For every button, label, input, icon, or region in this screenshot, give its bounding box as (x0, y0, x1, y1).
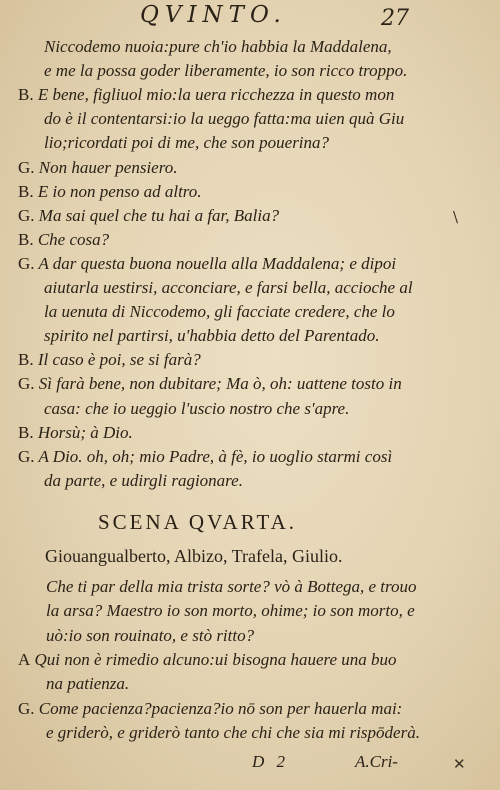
text-line (18, 181, 202, 203)
line-text: E bene, figliuol mio:la uera ricchezza in questo mon (37, 85, 395, 105)
text-line (18, 446, 392, 468)
speaker-label: B. (18, 229, 34, 249)
scene-heading: SCENA QVARTA. (98, 510, 298, 534)
text-line (18, 229, 109, 251)
text-line (18, 649, 397, 671)
line-text: casa: che io ueggio l'uscio nostro che s'apre. (44, 398, 350, 418)
line-text: Che cosa? (37, 229, 110, 249)
line-text: na patienza. (46, 674, 130, 694)
text-line (44, 398, 349, 420)
text-line (18, 373, 402, 395)
line-text: A dar questa buona nouella alla Maddalena; e dipoi (38, 253, 397, 273)
text-line (18, 205, 279, 227)
speaker-label: G. (18, 205, 35, 225)
line-text: do è il contentarsi:io la ueggo fatta:ma uien quà Giu (44, 109, 405, 129)
line-text: E io non penso ad altro. (37, 181, 202, 201)
speaker-label: G. (18, 698, 35, 718)
text-line (44, 325, 379, 347)
line-text: Sì farà bene, non dubitare; Ma ò, oh: uattene tosto in (38, 374, 402, 394)
speaker-label: G. (18, 446, 35, 466)
speaker-label: B. (18, 181, 34, 201)
scene-cast-list: Giouangualberto, Albizo, Trafela, Giulio. (45, 546, 343, 566)
speaker-label: B. (18, 85, 34, 105)
running-head: QVINTO. (140, 2, 287, 28)
text-line (18, 157, 177, 179)
text-line (44, 108, 404, 130)
line-text: e griderò, e griderò tanto che chi che sia mi rispōderà. (46, 722, 420, 742)
line-text: aiutarla uestirsi, acconciare, e farsi bella, accioche al (44, 278, 413, 297)
line-text: Niccodemo nuoia:pure ch'io habbia la Maddalena, (44, 37, 392, 56)
text-line (44, 36, 392, 58)
line-text: Il caso è poi, se si farà? (37, 350, 201, 370)
text-line (46, 576, 417, 598)
margin-mark: \ (453, 208, 459, 226)
line-text: spirito nel partirsi, u'habbia detto del Parentado. (44, 326, 380, 346)
line-text: lio;ricordati poi di me, che son pouerina? (44, 133, 330, 153)
line-text: la arsa? Maestro io son morto, ohime; io son morto, e (46, 601, 415, 621)
line-text: Non hauer pensiero. (38, 157, 178, 177)
speaker-label: B. (18, 350, 34, 370)
text-line (44, 60, 407, 82)
line-text: e me la possa goder liberamente, io son ricco troppo. (44, 61, 408, 81)
speaker-label: G. (18, 253, 35, 273)
line-text: Che ti par della mia trista sorte? vò à Bottega, e trouo (46, 577, 417, 596)
speaker-label: G. (18, 374, 35, 394)
catchword: A.Cri- (355, 752, 398, 771)
signature-mark: D 2 (252, 752, 290, 771)
text-line (18, 253, 396, 275)
line-text: Horsù; à Dio. (37, 422, 133, 442)
page-number: 27 (381, 6, 409, 31)
text-line (44, 277, 413, 299)
speaker-label: A (18, 649, 31, 669)
margin-mark: ✕ (453, 755, 466, 773)
line-text: da parte, e udirgli ragionare. (44, 470, 243, 490)
text-line (18, 698, 402, 720)
text-line (46, 600, 415, 622)
line-text: Qui non è rimedio alcuno:ui bisogna hauere una buo (34, 649, 397, 669)
text-line (18, 349, 201, 371)
text-line (44, 301, 395, 323)
line-text: Come pacienza?pacienza?io nō son per hauerla mai: (38, 698, 403, 718)
text-line (18, 422, 133, 444)
line-text: Ma sai quel che tu hai a far, Balia? (38, 205, 280, 225)
text-line (46, 673, 129, 695)
speaker-label: G. (18, 157, 35, 177)
speaker-label: B. (18, 422, 34, 442)
text-line (46, 625, 254, 647)
line-text: A Dio. oh, oh; mio Padre, à fè, io uoglio starmi così (38, 446, 393, 466)
text-line (44, 470, 243, 492)
text-line (46, 722, 420, 744)
text-line (18, 84, 394, 106)
text-line (44, 132, 329, 154)
line-text: la uenuta di Niccodemo, gli facciate credere, che lo (44, 302, 395, 322)
line-text: uò:io son rouinato, e stò ritto? (46, 625, 255, 645)
